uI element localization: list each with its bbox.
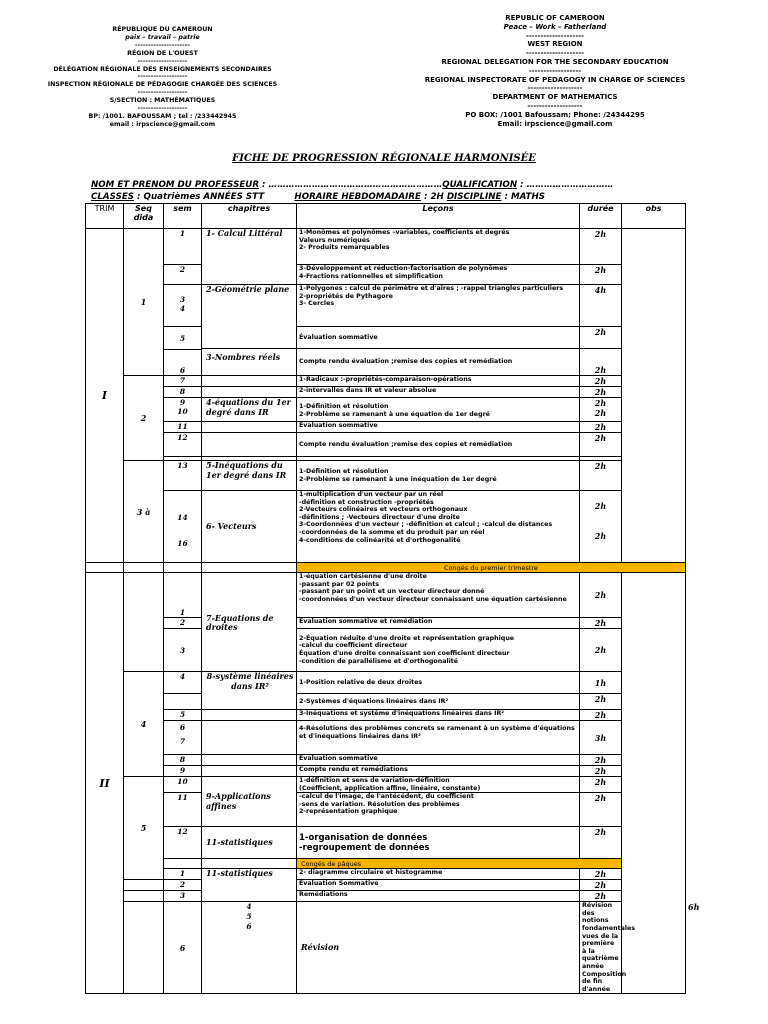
lesson-cell: 1-Radicaux :-propriétés-comparaison-opérations: [297, 376, 580, 387]
sem-cell: 4 5 6: [202, 902, 297, 994]
lesson-cell: Évaluation sommative: [297, 755, 580, 766]
lesson-cell: 2-intervalles dans IR et valeur absolue: [297, 387, 580, 398]
schedule-value: : 2H: [420, 192, 447, 202]
duration-cell: 2h: [580, 766, 622, 777]
sem-cell: 2: [164, 265, 202, 285]
duration-cell: 2h: [580, 327, 622, 349]
duration-cell: 2h: [580, 265, 622, 285]
motto-en: Peace – Work – Fatherland: [503, 22, 607, 31]
sem-cell: 9: [164, 766, 202, 777]
table-row: [86, 422, 686, 433]
schedule-label: HORAIRE HEBDOMADAIRE: [294, 192, 421, 202]
chapter-cell: [202, 563, 297, 573]
seq-cell: [124, 891, 164, 902]
duration-cell: 2h: [580, 710, 622, 721]
table-row: [86, 491, 686, 563]
sem-cell: 5: [164, 327, 202, 350]
sem-cell: 3 4: [164, 285, 202, 327]
inspection-fr: INSPECTION RÉGIONALE DE PÉDAGOGIE CHARGÉE DES SCIENCES: [47, 81, 278, 89]
table-row: [86, 433, 686, 457]
lesson-cell: Remédiations: [297, 891, 580, 902]
sem-number: 16: [177, 539, 188, 548]
lesson-cell: Évaluation Sommative: [297, 880, 580, 891]
duration-cell: 2h: [580, 461, 622, 491]
lesson-cell: 2-Systèmes d'équations linéaires dans IR²: [297, 694, 580, 710]
lesson-cell: Compte rendu et remédiations: [297, 766, 580, 777]
header-left: [40, 26, 285, 129]
col-obs: obs: [622, 204, 686, 229]
table-row: [86, 327, 686, 349]
discipline-label: DISCIPLINE: [446, 192, 502, 202]
page-title: [0, 153, 768, 164]
delegation-en: REGIONAL DELEGATION FOR THE SECONDARY ÉDUCATION: [441, 57, 669, 66]
region-fr: RÉGION DE L'OUEST: [127, 49, 198, 57]
sem-cell: 4: [164, 672, 202, 694]
chapter-cell: 5-Inéquations du 1er degré dans IR: [202, 461, 297, 491]
separator: -------------------: [137, 105, 188, 113]
seq-cell: [124, 880, 164, 891]
seq-cell: 2: [124, 376, 164, 461]
seq-cell: 6: [164, 902, 202, 994]
lesson-cell: 1-Monômes et polynômes –variables, coefficients et degrés Valeurs numériques 2- Produits remarquables: [297, 229, 580, 265]
table-row: [86, 376, 686, 387]
lesson-cell: 1-Position relative de deux droites: [297, 672, 580, 694]
duration-cell: 2h: [580, 229, 622, 265]
chapter-cell: 7-Equations de droites: [202, 573, 297, 672]
seq-cell: 1: [124, 229, 164, 376]
contact-fr: BP: /1001. BAFOUSSAM ; tel : /233442945: [88, 112, 237, 120]
sem-cell: 3: [164, 629, 202, 672]
sem-cell: 5: [164, 710, 202, 721]
duration-cell: 2h: [580, 827, 622, 859]
lesson-cell: Évaluation sommative: [297, 327, 580, 349]
table-row: [86, 777, 686, 793]
table-row: [86, 891, 686, 902]
table-row: [86, 721, 686, 755]
country-en: REPUBLIC OF CAMEROON: [505, 14, 605, 22]
lesson-cell: 1-Définition et résolution 2-Problème se ramenant à une équation de 1er degré: [297, 398, 580, 422]
table-row: [86, 618, 686, 629]
sem-cell: 1: [164, 869, 202, 880]
duration-cell: 2h: [580, 880, 622, 891]
duration-cell: 3h: [580, 721, 622, 755]
chapter-cell: [202, 387, 297, 398]
sem-cell: [164, 491, 202, 563]
table-row: [86, 755, 686, 766]
sem-cell: 13: [164, 461, 202, 491]
department-en: DEPARTMENT OF MATHEMATICS: [492, 93, 618, 102]
col-duration: durée: [580, 204, 622, 229]
table-row: [86, 398, 686, 422]
lesson-cell: [297, 491, 580, 563]
classes-value: : Quatrièmes ANNÉES STT: [134, 192, 265, 202]
separator: ---------------------: [135, 41, 190, 49]
chapter-cell: [202, 859, 297, 869]
chapter-cell: 11-statistiques: [202, 827, 297, 859]
table-row: [86, 827, 686, 859]
sem-cell: 2: [164, 880, 202, 891]
qualification-value: : …………………………: [517, 180, 614, 190]
seq-cell: 5: [124, 777, 164, 880]
duration-cell: 2h: [580, 891, 622, 902]
email-fr: email : irpscience@gmail.com: [109, 120, 216, 128]
lesson-cell: 1-Polygones : calcul de périmètre et d'aires ; -rappel triangles particuliers 2-propriétés de Pythagore 3- Cercles: [297, 285, 580, 327]
duration-cell: 2h: [580, 618, 622, 629]
holiday-row: [86, 563, 686, 573]
sem-cell: 7: [164, 376, 202, 387]
lesson-cell: 4-Résolutions des problèmes concrets se ramenant à un système d'équations et d'inéquations linéaires dans IR²: [297, 721, 580, 755]
lesson-cell: Évaluation sommative et remédiation: [297, 618, 580, 629]
email-en: Email: irpscience@gmail.com: [497, 119, 613, 128]
lesson-cell: 1-équation cartésienne d'une droite -passant par 02 points -passant par un point et un vecteur directeur donné -coordonnées d'un vecteur directeur connaissant une équation cartésienne: [297, 573, 580, 618]
table-header-row: [86, 204, 686, 229]
separator: -------------------: [527, 84, 583, 93]
col-lessons: Leçons: [297, 204, 580, 229]
sem-cell: [164, 563, 202, 573]
qualification-label: QUALIFICATION: [442, 180, 518, 190]
lesson-cell: 1-définition et sens de variation-définition (Coefficient, application affine, linéaire, constante): [297, 777, 580, 793]
seq-cell: 4: [124, 672, 164, 777]
separator: -------------------: [137, 89, 188, 97]
holiday-banner: Congés du premier trimestre: [297, 563, 686, 573]
seq-cell: 3 à: [124, 461, 164, 563]
chapter-cell: Révision: [297, 902, 580, 994]
lesson-cell: 1-organisation de données -regroupement de données: [297, 827, 580, 859]
class-line: [91, 192, 545, 202]
chapter-cell: 11-statistiques: [202, 869, 297, 902]
chapter-cell: 2-Géométrie plane: [202, 285, 297, 349]
table-row: [86, 710, 686, 721]
table-row: [86, 869, 686, 880]
duration-cell: 2h: [580, 376, 622, 387]
duration-cell: 2h: [580, 694, 622, 710]
classes-label: CLASSES: [91, 192, 135, 202]
lesson-cell: Compte rendu évaluation ;remise des copies et remédiation: [297, 433, 580, 457]
chapter-cell: [202, 721, 297, 755]
sem-cell: 6 7: [164, 721, 202, 755]
table-row: [86, 880, 686, 891]
duration-cell: 2h: [580, 755, 622, 766]
lesson-cell: 2-Équation réduite d'une droite et représentation graphique -calcul du coefficient directeur Équation d'une droite connaissant son coefficient directeur -condition de parallélisme et d'orthogonalité: [297, 629, 580, 672]
table-row: [86, 694, 686, 710]
duration-value: 2h: [594, 501, 607, 511]
sem-cell: 3: [164, 891, 202, 902]
lesson-cell: Compte rendu évaluation ;remise des copies et remédiation: [297, 349, 580, 376]
trim-cell: I: [86, 229, 124, 563]
chapter-cell: [202, 422, 297, 433]
lesson-cell: 2- diagramme circulaire et histogramme: [297, 869, 580, 880]
separator: ------------------: [528, 66, 582, 75]
country-fr: RÉPUBLIQUE DU CAMEROUN: [112, 26, 213, 33]
duration-cell: 2h: [580, 869, 622, 880]
table-row: [86, 629, 686, 672]
separator: -------------------: [137, 73, 188, 81]
chapter-cell: 4-équations du 1er degré dans IR: [202, 398, 297, 422]
lesson-cell: -calcul de l'image, de l'antécédent, du coefficient -sens de variation. Résolution des problèmes 2-représentation graphique: [297, 793, 580, 827]
duration-cell: 4h: [580, 285, 622, 327]
lesson-text: 1-multiplication d'un vecteur par un réel -définition et construction -propriétés 2-Vecteurs colinéaires et vecteurs orthogonaux -définitions ; -Vecteurs directeur d'une droite: [299, 491, 468, 521]
duration-cell: 2h: [580, 777, 622, 793]
sem-cell: 8: [164, 755, 202, 766]
seq-cell: [124, 563, 164, 573]
chapter-cell: [202, 376, 297, 387]
sem-cell: 10: [164, 777, 202, 793]
duration-cell: [580, 491, 622, 563]
trim-cell: [124, 902, 164, 994]
sem-cell: 11: [164, 793, 202, 827]
separator: -------------------: [527, 101, 583, 110]
table-row: 6 4 5 6 Révision Révision des notions fondamentales vues de la première à la quatrième année Composition de fin d'année 6h: [86, 902, 686, 994]
sem-cell: 6: [164, 350, 202, 376]
chapter-cell: 1- Calcul Littéral: [202, 229, 297, 285]
progression-table: [85, 203, 700, 994]
sem-cell: 8: [164, 387, 202, 398]
duration-cell: 2h: [580, 793, 622, 827]
sem-cell: [164, 694, 202, 710]
header-right: [420, 14, 690, 128]
sem-cell: 9 10: [164, 398, 202, 422]
chapter-cell: [202, 755, 297, 766]
sem-cell: 12: [164, 433, 202, 457]
duration-cell: 2h: [580, 387, 622, 398]
region-en: WEST REGION: [527, 40, 583, 49]
col-chapters: chapitres: [202, 204, 297, 229]
table-row: [86, 793, 686, 827]
chapter-cell: 8-système linéaires dans IR²: [202, 672, 297, 710]
duration-value: 2h: [594, 531, 607, 541]
chapter-cell: [202, 766, 297, 777]
subsection-fr: S/SECTION : MATHÉMATIQUES: [109, 97, 216, 105]
trim-cell: II: [86, 573, 124, 994]
trim-cell: [86, 563, 124, 573]
obs-cell: [622, 229, 686, 563]
table-row: [86, 387, 686, 398]
lesson-cell: 3-Développement et réduction-factorisation de polynômes 4-Fractions rationnelles et simplification: [297, 265, 580, 285]
teacher-line: [91, 180, 614, 190]
contact-en: PO BOX: /1001 Bafoussam; Phone: /24344295: [465, 110, 645, 119]
chapter-cell: [202, 710, 297, 721]
table-row: [86, 573, 686, 618]
separator: -------------------: [137, 57, 188, 65]
table-row: [86, 672, 686, 694]
holiday-banner: Congés de pâques: [297, 859, 622, 869]
duration-cell: 2h: [580, 573, 622, 618]
col-sem: sem: [164, 204, 202, 229]
sem-number: 14: [177, 513, 188, 522]
delegation-fr: DÉLÉGATION RÉGIONALE DES ENSEIGNEMENTS SECONDAIRES: [53, 65, 272, 73]
chapter-cell: [202, 433, 297, 457]
sem-cell: 11: [164, 422, 202, 433]
sem-cell: 1: [164, 229, 202, 265]
lesson-cell: Révision des notions fondamentales vues de la première à la quatrième année Composition de fin d'année: [580, 902, 622, 994]
lesson-cell: Évaluation sommative: [297, 422, 580, 433]
lesson-cell: 3-Inéquations et système d'inéquations linéaires dans IR²: [297, 710, 580, 721]
table-row: [86, 265, 686, 285]
holiday-row: [86, 859, 686, 869]
inspectorate-en: REGIONAL INSPECTORATE OF PEDAGOGY IN CHARGE OF SCIENCES: [424, 75, 686, 84]
lesson-text: 3-Coordonnées d'un vecteur ; -définition et calcul ; -calcul de distances -coordonnées de la somme et du produit par un réel 4-conditions de colinéarité et d'orthogonalité: [299, 521, 553, 544]
chapter-cell: 6- Vecteurs: [202, 491, 297, 563]
separator: --------------------: [525, 31, 585, 40]
discipline-value: : MATHS: [501, 192, 546, 202]
seq-cell: [124, 573, 164, 672]
duration-cell: 1h: [580, 672, 622, 694]
page-title-text: FICHE DE PROGRESSION RÉGIONALE HARMONISÉE: [232, 153, 536, 164]
teacher-value: : ……………………………………………………: [259, 180, 443, 190]
duration-cell: 2h 2h: [580, 398, 622, 422]
sem-cell: [164, 859, 202, 869]
col-trim: TRIM: [86, 204, 124, 229]
teacher-label: NOM ET PRENOM DU PROFESSEUR: [91, 180, 260, 190]
sem-cell: 1: [164, 573, 202, 618]
chapter-cell: 3-Nombres réels: [202, 349, 297, 376]
lesson-cell: 1-Définition et résolution 2-Problème se ramenant à une inéquation de 1er degré: [297, 461, 580, 491]
separator: --------------------: [525, 49, 585, 58]
duration-cell: 2h: [580, 349, 622, 376]
duration-cell: 2h: [580, 629, 622, 672]
table-row: [86, 285, 686, 327]
table-row: [86, 461, 686, 491]
motto-fr: paix – travail – patrie: [125, 33, 200, 41]
duration-cell: 2h: [580, 433, 622, 457]
table-row: [86, 229, 686, 265]
sem-cell: 2: [164, 618, 202, 629]
table-row: [86, 766, 686, 777]
duration-cell: 2h: [580, 422, 622, 433]
chapter-cell: 9-Applications affines: [202, 777, 297, 827]
col-seq: Seq dida: [124, 204, 164, 229]
sem-cell: 12: [164, 827, 202, 859]
